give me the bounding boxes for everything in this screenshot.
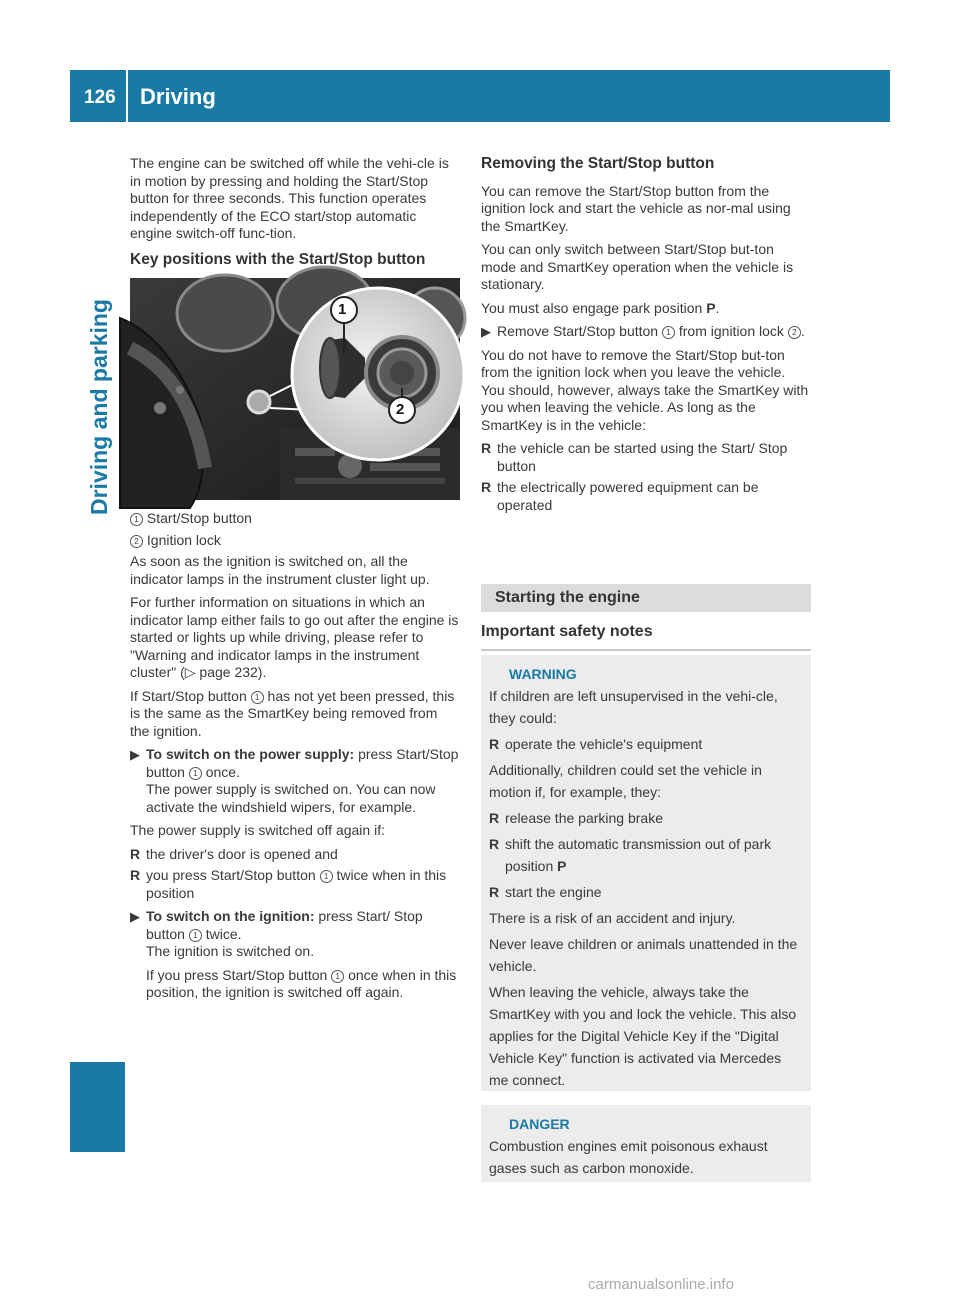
list-item: R start the engine xyxy=(489,881,803,903)
step-arrow-icon: ▶ xyxy=(130,909,140,924)
callout-1-icon: 1 xyxy=(662,326,675,339)
list-item: R release the parking brake xyxy=(489,807,803,829)
section-heading-bar xyxy=(481,584,811,612)
paragraph-leave-vehicle: You do not have to remove the Start/Stop but-ton from the ignition lock when you leave the vehicle. You should, however, always take the SmartKey with you when leaving the vehicle. As long as the SmartKey is in the vehicle: xyxy=(481,346,809,433)
legend-item-2: Ignition lock xyxy=(146,531,221,548)
warning-text-2: Additionally, children could set the vehicle in motion if, for example, they: xyxy=(489,762,762,800)
bullet-icon: R xyxy=(489,884,500,900)
step-arrow-icon: ▶ xyxy=(130,747,140,762)
callout-1-icon: 1 xyxy=(189,929,202,942)
callout-1-icon: 1 xyxy=(331,970,344,983)
bullet-icon: R xyxy=(489,836,500,852)
paragraph-switched-off-if: The power supply is switched off again if: xyxy=(130,822,385,838)
paragraph-indicator-lamps: As soon as the ignition is switched on, all the indicator lamps in the instrument cluster light up. xyxy=(130,553,430,587)
warning-text-1: If children are left unsupervised in the vehi-cle, they could: xyxy=(489,688,778,726)
warning-text-3: There is a risk of an accident and injury. xyxy=(489,910,736,926)
list-item: R the electrically powered equipment can be operated xyxy=(481,479,759,513)
danger-text: Combustion engines emit poisonous exhaust gases such as carbon monoxide. xyxy=(489,1138,768,1176)
list-item: R shift the automatic transmission out of park position P xyxy=(489,833,803,877)
step-power-supply: ▶ To switch on the power supply: press Start/Stop button 1 once. The power supply is switched on. You can now activate the windshield wipers, for example. xyxy=(130,746,459,815)
removing-heading: Removing the Start/Stop button xyxy=(481,155,715,172)
bullet-icon: R xyxy=(481,440,492,456)
bullet-icon: R xyxy=(130,845,141,862)
left-column xyxy=(130,155,482,1008)
park-symbol: P xyxy=(706,299,716,316)
bullet-icon: R xyxy=(130,867,141,883)
list-item: R the driver's door is opened and xyxy=(130,845,338,862)
warning-title: WARNING xyxy=(509,666,577,682)
right-column xyxy=(481,155,811,518)
step-arrow-icon: ▶ xyxy=(481,324,491,339)
bullet-icon: R xyxy=(489,736,500,752)
danger-box xyxy=(481,1105,811,1182)
paragraph-park-position: You must also engage park position P. xyxy=(481,299,720,316)
park-symbol: P xyxy=(557,858,567,874)
list-item: R the vehicle can be started using the Start/ Stop button xyxy=(481,440,788,474)
paragraph-remove-button: You can remove the Start/Stop button from the ignition lock and start the vehicle as nor-mal using the SmartKey. xyxy=(481,182,791,234)
paragraph-further-info: For further information on situations in which an indicator lamp either fails to go out after the engine is started or lights up while driving, please refer to "Warning and indicator lamps in the instrument cluster" (▷ page 232). xyxy=(130,594,459,680)
header-divider xyxy=(126,70,128,122)
danger-title: DANGER xyxy=(509,1116,570,1132)
callout-1-label: 1 xyxy=(338,301,347,318)
legend-item-1: Start/Stop button xyxy=(146,510,252,526)
intro-paragraph: The engine can be switched off while the vehi-cle is in motion by pressing and holding the Start/Stop button for three seconds. This function operates independently of the ECO start/stop automatic engine switch-off func-tion. xyxy=(130,155,449,241)
figure-legend xyxy=(130,510,460,549)
callout-2-icon: 2 xyxy=(788,326,801,339)
figure-code: P15.10-2604-31 xyxy=(470,410,482,483)
list-item: R operate the vehicle's equipment xyxy=(489,733,803,755)
step-ignition: ▶ To switch on the ignition: press Start/ Stop button 1 twice. The ignition is switched on. If you press Start/Stop button 1 once when in this position, the ignition is switched off again. xyxy=(130,908,457,1000)
paragraph-switch-mode: You can only switch between Start/Stop but-ton mode and SmartKey operation when the vehicle is stationary. xyxy=(481,241,794,292)
subsection-heading: Important safety notes xyxy=(481,623,811,651)
bullet-icon: R xyxy=(489,810,500,826)
start-stop-figure xyxy=(130,278,482,500)
header-bar xyxy=(70,70,890,122)
bullet-icon: R xyxy=(481,479,492,495)
side-tab-label: Driving and parking xyxy=(86,299,112,515)
warning-box xyxy=(481,655,811,1091)
callout-1-icon: 1 xyxy=(189,767,202,780)
dashboard-illustration xyxy=(130,278,460,500)
page-title: Driving xyxy=(140,84,216,109)
warning-text-4: Never leave children or animals unattended in the vehicle. xyxy=(489,936,798,974)
side-tab-marker xyxy=(70,1062,125,1152)
callout-1-icon: 1 xyxy=(320,870,333,883)
callout-1-icon: 1 xyxy=(130,513,143,526)
page-number: 126 xyxy=(84,87,116,108)
paragraph-not-pressed: If Start/Stop button 1 has not yet been pressed, this is the same as the SmartKey being removed from the ignition. xyxy=(130,687,455,739)
step-remove-button: ▶ Remove Start/Stop button 1 from ignition lock 2 . xyxy=(481,323,805,339)
key-positions-heading: Key positions with the Start/Stop button xyxy=(130,250,426,268)
callout-1-icon: 1 xyxy=(251,691,264,704)
list-item: R you press Start/Stop button 1 twice when in this position xyxy=(130,867,447,901)
warning-text-5: When leaving the vehicle, always take the SmartKey with you and lock the vehicle. This also applies for the Digital Vehicle Key if the "Digital Vehicle Key" function is activated via Mercedes me connect. xyxy=(489,984,797,1088)
callout-2-icon: 2 xyxy=(130,535,143,548)
section-heading: Starting the engine xyxy=(495,589,640,606)
watermark: carmanualsonline.info xyxy=(588,1276,734,1293)
callout-2-label: 2 xyxy=(396,401,405,418)
